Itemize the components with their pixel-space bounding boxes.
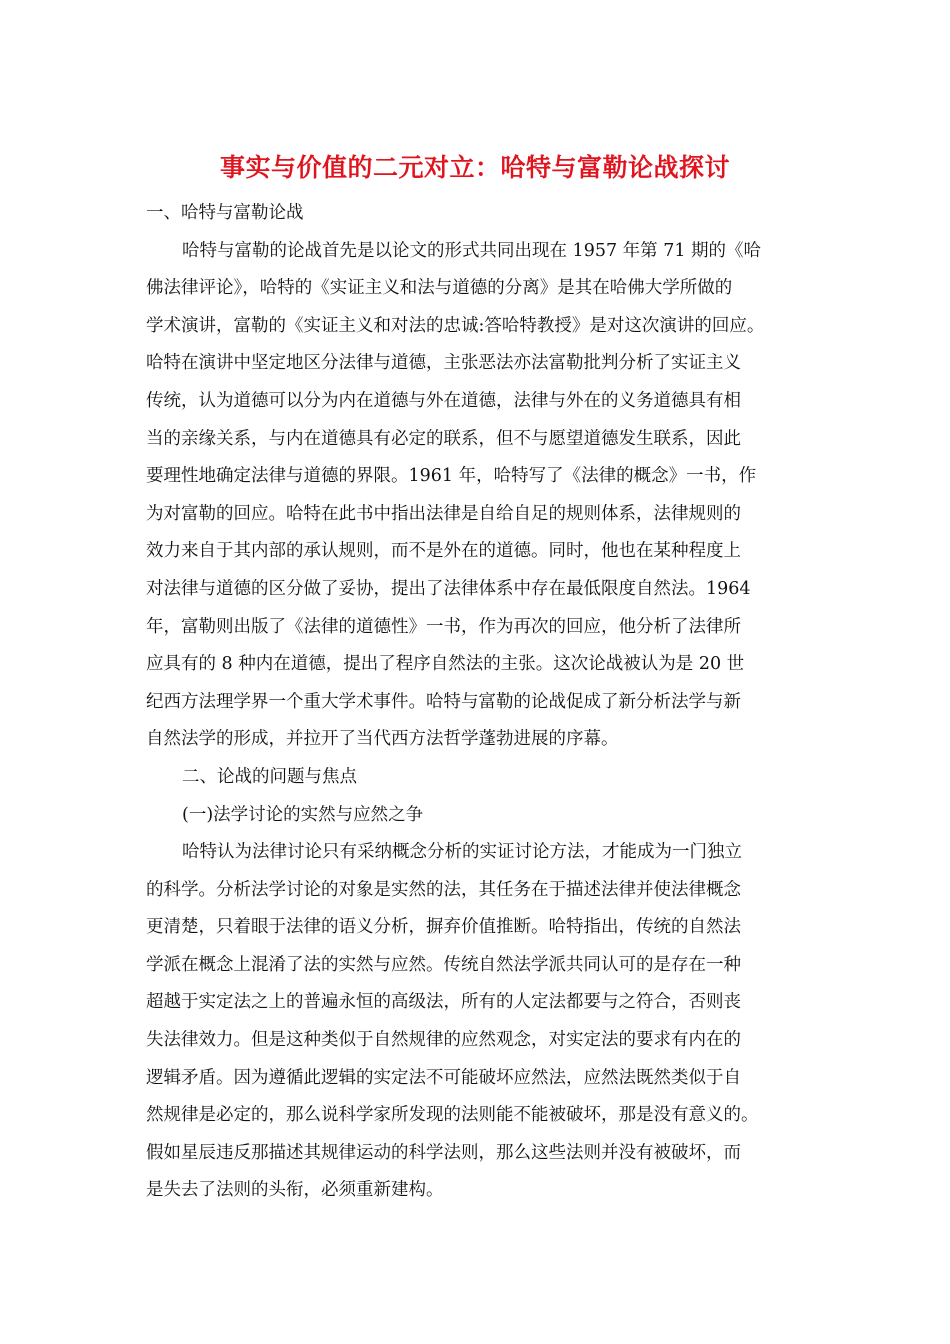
text-line: 假如星辰违反那描述其规律运动的科学法则，那么这些法则并没有被破坏，而	[146, 1142, 741, 1163]
text-line: 学术演讲，富勒的《实证主义和对法的忠诚:答哈特教授》是对这次演讲的回应。	[146, 315, 765, 336]
text-line: 然规律是必定的，那么说科学家所发现的法则能不能被破坏，那是没有意义的。	[146, 1105, 759, 1126]
document-body	[146, 195, 816, 1210]
text-line: 失法律效力。但是这种类似于自然规律的应然观念，对实定法的要求有内在的	[146, 1030, 741, 1051]
text-line: 佛法律评论》，哈特的《实证主义和法与道德的分离》是其在哈佛大学所做的	[146, 278, 733, 299]
text-line: 当的亲缘关系，与内在道德具有必定的联系，但不与愿望道德发生联系，因此	[146, 428, 741, 449]
text-line: 更清楚，只着眼于法律的语义分析，摒弃价值推断。哈特指出，传统的自然法	[146, 917, 741, 938]
text-line: 学派在概念上混淆了法的实然与应然。传统自然法学派共同认可的是存在一种	[146, 954, 741, 975]
text-line: 的科学。分析法学讨论的对象是实然的法，其任务在于描述法律并使法律概念	[146, 879, 741, 900]
text-line: 对法律与道德的区分做了妥协，提出了法律体系中存在最低限度自然法。1964	[146, 578, 751, 599]
document-title: 事实与价值的二元对立：哈特与富勒论战探讨	[219, 153, 730, 182]
text-line: 哈特与富勒的论战首先是以论文的形式共同出现在 1957 年第 71 期的《哈	[182, 240, 762, 261]
text-line: 哈特认为法律讨论只有采纳概念分析的实证讨论方法，才能成为一门独立	[182, 842, 742, 863]
text-line: 传统，认为道德可以分为内在道德与外在道德，法律与外在的义务道德具有相	[146, 390, 741, 411]
text-line: 逻辑矛盾。因为遵循此逻辑的实定法不可能破坏应然法，应然法既然类似于自	[146, 1067, 741, 1088]
text-line: 哈特在演讲中坚定地区分法律与道德，主张恶法亦法富勒批判分析了实证主义	[146, 353, 741, 374]
text-line: 自然法学的形成，并拉开了当代西方法哲学蓬勃进展的序幕。	[146, 729, 619, 750]
text-line: (一)法学讨论的实然与应然之争	[182, 804, 424, 825]
text-line: 应具有的 8 种内在道德，提出了程序自然法的主张。这次论战被认为是 20 世	[146, 654, 745, 675]
text-line: 纪西方法理学界一个重大学术事件。哈特与富勒的论战促成了新分析法学与新	[146, 691, 741, 712]
text-line: 二、论战的问题与焦点	[182, 766, 357, 787]
text-line: 为对富勒的回应。哈特在此书中指出法律是自给自足的规则体系，法律规则的	[146, 503, 741, 524]
text-line: 年，富勒则出版了《法律的道德性》一书，作为再次的回应，他分析了法律所	[146, 616, 741, 637]
text-line: 超越于实定法之上的普遍永恒的高级法，所有的人定法都要与之符合，否则丧	[146, 992, 741, 1013]
text-line: 效力来自于其内部的承认规则，而不是外在的道德。同时，他也在某种程度上	[146, 541, 741, 562]
text-line: 要理性地确定法律与道德的界限。1961 年，哈特写了《法律的概念》一书，作	[146, 466, 757, 487]
text-line: 一、哈特与富勒论战	[146, 203, 304, 223]
text-line: 是失去了法则的头衔，必须重新建构。	[146, 1180, 444, 1201]
